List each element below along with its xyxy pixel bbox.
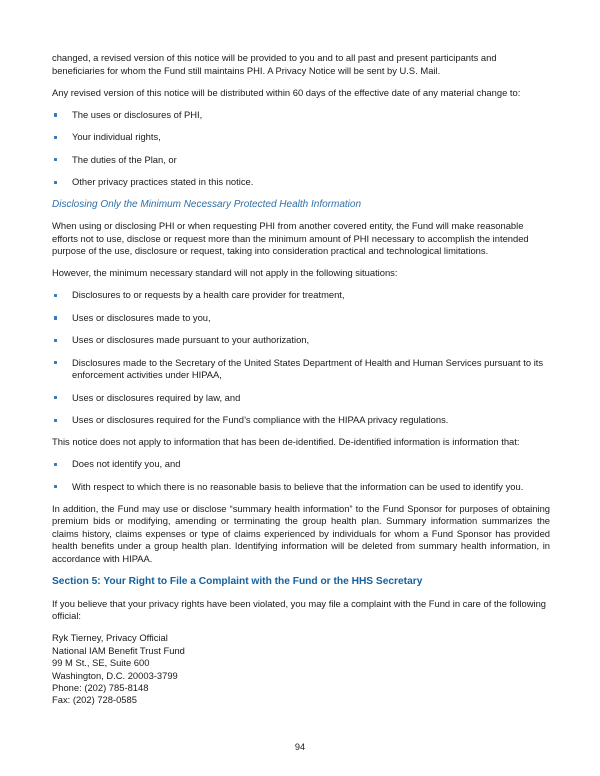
paragraph-minimum-necessary-body: When using or disclosing PHI or when requesting PHI from another covered entity, the Fund will make reasonable efforts not to use, disclose or request more than the minimum amount of PHI necessary to accomplish the intended purpose of the use, disclosure or request, taking into consideration practical and technological limitations. <box>52 220 529 257</box>
list-item <box>52 131 550 144</box>
contact-name-title: Ryk Tierney, Privacy Official <box>52 632 168 644</box>
list-de-identified-criteria <box>52 458 550 493</box>
list-item-label: Disclosures to or requests by a health care provider for treatment, <box>72 289 345 301</box>
list-item <box>52 109 550 122</box>
list-item-label: Your individual rights, <box>72 131 161 143</box>
bullet-icon <box>54 396 57 399</box>
contact-address-block <box>52 632 550 706</box>
bullet-icon <box>54 181 57 184</box>
bullet-icon <box>54 339 57 342</box>
list-item <box>52 176 550 189</box>
paragraph-complaint-intro: If you believe that your privacy rights have been violated, you may file a complaint with the Fund in care of the following official: <box>52 597 547 622</box>
bullet-icon <box>54 316 57 319</box>
contact-phone: Phone: (202) 785-8148 <box>52 681 149 693</box>
contact-fax: Fax: (202) 728-0585 <box>52 694 137 706</box>
list-item <box>52 357 550 382</box>
list-item-label: Does not identify you, and <box>72 458 181 470</box>
paragraph-de-identified-lead-in: This notice does not apply to information that has been de-identified. De-identified information is information that: <box>52 436 520 448</box>
list-item-label: The uses or disclosures of PHI, <box>72 108 203 120</box>
bullet-icon <box>54 419 57 422</box>
list-item-label: Uses or disclosures made to you, <box>72 311 211 323</box>
list-item-label: Uses or disclosures made pursuant to your authorization, <box>72 334 310 346</box>
list-item <box>52 458 550 471</box>
list-material-change-items <box>52 109 550 189</box>
list-item-label: With respect to which there is no reasonable basis to believe that the information can be used to identify you. <box>72 480 524 492</box>
page-number: 94 <box>294 742 306 752</box>
list-item-label: Other privacy practices stated in this notice. <box>72 175 254 187</box>
list-item-label: The duties of the Plan, or <box>72 153 177 165</box>
contact-organization: National IAM Benefit Trust Fund <box>52 644 185 656</box>
list-item <box>52 289 550 302</box>
paragraph-however-lead-in: However, the minimum necessary standard will not apply in the following situations: <box>52 267 398 279</box>
list-item-label: Uses or disclosures required by law, and <box>72 391 241 403</box>
heading-minimum-necessary: Disclosing Only the Minimum Necessary Protected Health Information <box>52 199 362 211</box>
list-item-label: Disclosures made to the Secretary of the United States Department of Health and Human Services pursuant to its enforcement activities under HIPAA, <box>72 356 544 381</box>
bullet-icon <box>54 113 57 116</box>
bullet-icon <box>54 361 57 364</box>
list-item <box>52 154 550 167</box>
paragraph-intro-continued: changed, a revised version of this notice will be provided to you and to all past and present participants and beneficiaries for whom the Fund still maintains PHI. A Privacy Notice will be sent by U.S. Mail. <box>52 52 497 76</box>
bullet-icon <box>54 485 57 488</box>
page-content <box>52 52 550 707</box>
list-item <box>52 392 550 405</box>
paragraph-revised-version: Any revised version of this notice will be distributed within 60 days of the effective date of any material change to: <box>52 86 521 98</box>
contact-city-state-zip: Washington, D.C. 20003-3799 <box>52 669 178 681</box>
bullet-icon <box>54 158 57 161</box>
bullet-icon <box>54 294 57 297</box>
list-item <box>52 334 550 347</box>
list-minimum-necessary-exceptions <box>52 289 550 426</box>
bullet-icon <box>54 136 57 139</box>
list-item-label: Uses or disclosures required for the Fund’s compliance with the HIPAA privacy regulations. <box>72 413 449 425</box>
list-item <box>52 312 550 325</box>
heading-section-5: Section 5: Your Right to File a Complaint with the Fund or the HHS Secretary <box>52 576 423 588</box>
list-item <box>52 414 550 427</box>
paragraph-summary-health-information: In addition, the Fund may use or disclose “summary health information” to the Fund Sponsor for purposes of obtaining premium bids or modifying, amending or terminating the group health plan. Summary information summarizes the claims history, claims expenses or type of claims experienced by individuals for whom a Fund Sponsor has provided health benefits under a group health plan. Identifying information will be deleted from summary health information, in accordance with HIPAA. <box>52 502 550 565</box>
list-item <box>52 481 550 494</box>
contact-street: 99 M St., SE, Suite 600 <box>52 657 150 669</box>
bullet-icon <box>54 463 57 466</box>
